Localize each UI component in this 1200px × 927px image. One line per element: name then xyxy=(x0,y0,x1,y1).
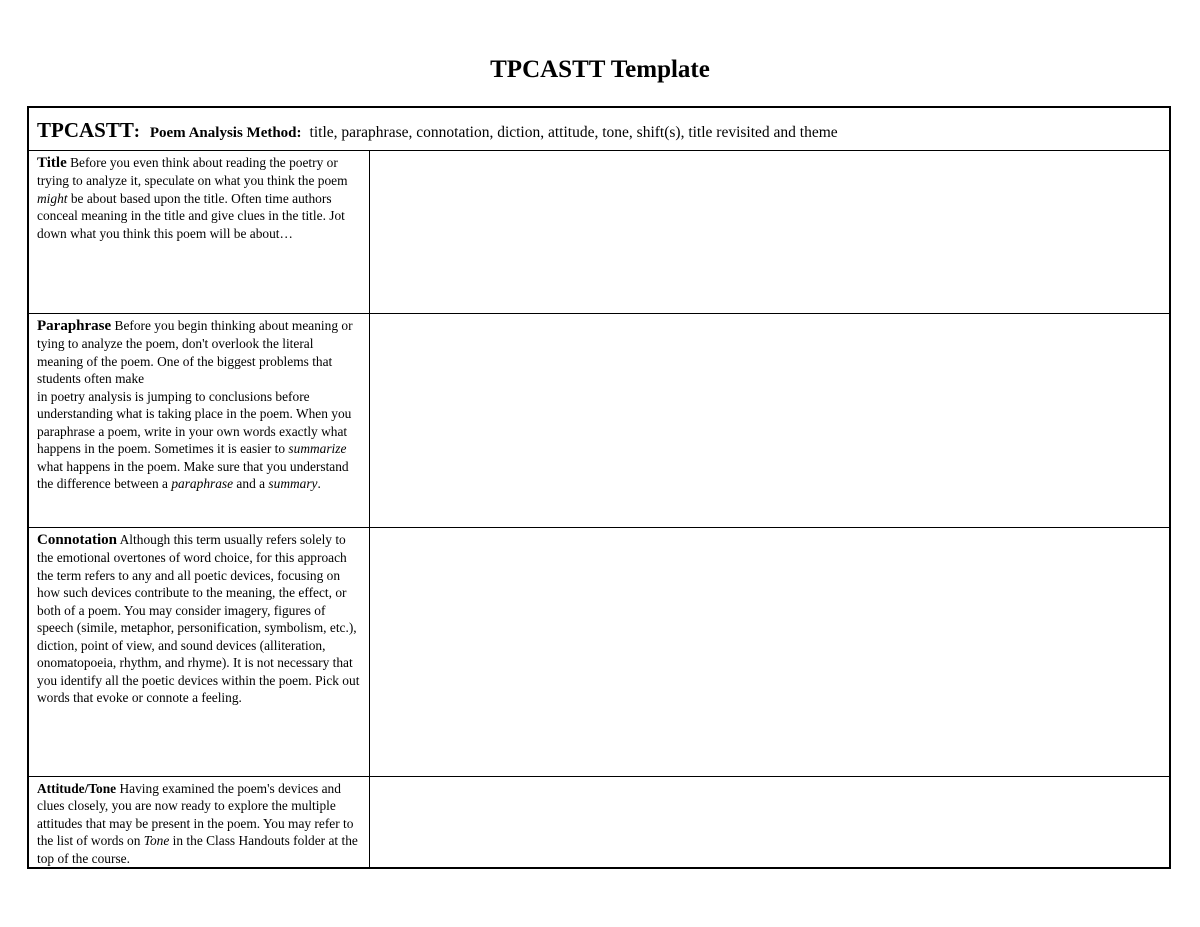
paraphrase-answer-cell[interactable] xyxy=(369,313,1170,527)
title-text-1: Before you even think about reading the poetry or trying to analyze it, speculate on what you think the poem xyxy=(37,154,348,188)
header-method-list: title, paraphrase, connotation, diction, attitude, tone, shift(s), title revisited and theme xyxy=(309,124,838,141)
title-text-2: be about based upon the title. Often time authors conceal meaning in the title and give clues in the title. Jot down what you think this poem will be about… xyxy=(37,190,345,241)
connotation-answer-cell[interactable] xyxy=(369,527,1170,776)
table-row-connotation xyxy=(28,527,1170,776)
table-header-row xyxy=(28,107,1170,150)
paraphrase-emph-summarize: summarize xyxy=(288,441,347,456)
paraphrase-text-3: what happens in the poem. Make sure that you understand the difference between a xyxy=(37,458,349,491)
header-colon: : xyxy=(133,121,140,141)
attitude-heading: Attitude/Tone xyxy=(37,780,117,796)
paraphrase-label-cell xyxy=(28,313,369,527)
connotation-text-1: Although this term usually refers solely to the emotional overtones of word choice, for this approach the term refers to any and all poetic devices, focusing on how such devices contribute to the meaning, the effect, or both of a poem. You may consider imagery, figures of speech (simile, metaphor, personification, symbolism, etc.), diction, point of view, and sound devices (alliteration, onomatopoeia, rhythm, and rhyme). It is not necessary that you identify all the poetic devices within the poem. Pick out words that evoke or connote a feeling. xyxy=(37,531,360,705)
paraphrase-emph-summary: summary xyxy=(268,476,318,491)
attitude-answer-cell[interactable] xyxy=(369,776,1170,868)
connotation-label-cell xyxy=(28,527,369,776)
paraphrase-text-4: and a xyxy=(233,476,269,491)
table-row-title xyxy=(28,150,1170,313)
title-heading: Title xyxy=(37,154,67,171)
tpcastt-table xyxy=(27,106,1171,869)
page-title: TPCASTT Template xyxy=(490,56,710,83)
attitude-emph-tone: Tone xyxy=(143,833,170,848)
header-acronym: TPCASTT xyxy=(37,118,134,142)
table-row-attitude-tone xyxy=(28,776,1170,868)
paraphrase-heading: Paraphrase xyxy=(37,317,112,334)
title-emph-might: might xyxy=(37,190,68,206)
connotation-heading: Connotation xyxy=(37,531,118,548)
paraphrase-text-2: in poetry analysis is jumping to conclusions before understanding what is taking place in the poem. When you paraphrase a poem, write in your own words exactly what happens in the poem. Sometimes it is easier to xyxy=(37,388,352,456)
paraphrase-emph-paraphrase: paraphrase xyxy=(171,476,234,491)
header-method-label: Poem Analysis Method: xyxy=(149,125,302,141)
paraphrase-text-5: . xyxy=(317,476,321,491)
title-label-cell xyxy=(28,150,369,313)
attitude-text-1: Having examined the poem's devices and clues closely, you are now ready to explore the multiple attitudes that may be present in the poem. You may refer to the list of words on xyxy=(37,780,354,848)
attitude-text-2: in the Class Handouts folder at the top of the course. xyxy=(37,833,358,866)
paraphrase-text-1: Before you begin thinking about meaning or tying to analyze the poem, don't overlook the literal meaning of the poem. One of the biggest problems that students often make xyxy=(37,317,353,386)
table-row-paraphrase xyxy=(28,313,1170,527)
attitude-label-cell xyxy=(28,776,369,868)
table-header-cell xyxy=(28,107,1170,150)
title-answer-cell[interactable] xyxy=(369,150,1170,313)
